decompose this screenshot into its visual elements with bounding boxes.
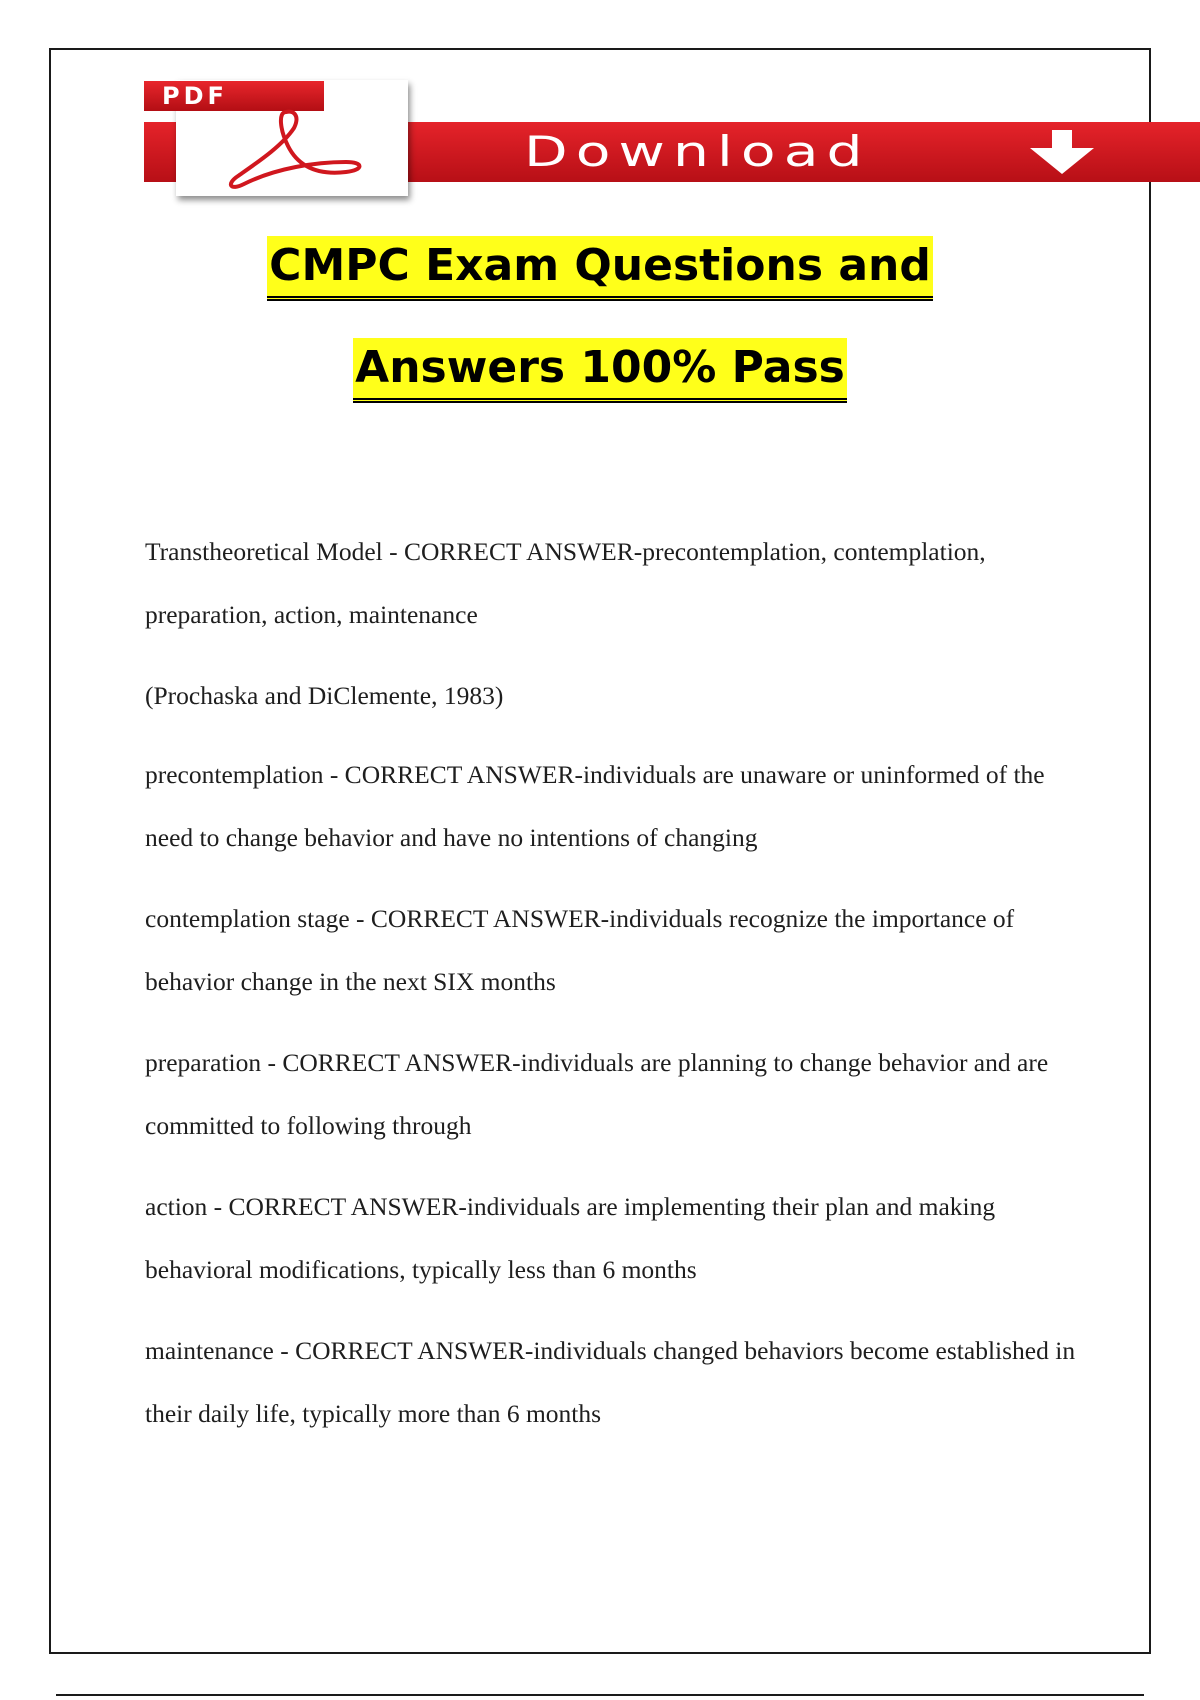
qa-entry-contemplation-stage: contemplation stage - CORRECT ANSWER-individuals recognize the importance of behavior change in the next SIX months bbox=[145, 904, 1015, 996]
document-title-line-2 bbox=[0, 338, 1200, 403]
title-text-line-1: CMPC Exam Questions and bbox=[267, 236, 933, 301]
acrobat-pdf-icon bbox=[196, 106, 386, 192]
document-title-line-1 bbox=[0, 236, 1200, 301]
qa-entry-maintenance: maintenance - CORRECT ANSWER-individuals changed behaviors become established in their daily life, typically more than 6 months bbox=[145, 1336, 1076, 1428]
down-arrow-icon[interactable] bbox=[1024, 128, 1100, 176]
qa-entry-preparation: preparation - CORRECT ANSWER-individuals are planning to change behavior and are committed to following through bbox=[145, 1048, 1049, 1140]
qa-entry-action: action - CORRECT ANSWER-individuals are implementing their plan and making behavioral modifications, typically less than 6 months bbox=[145, 1192, 996, 1284]
qa-entry-precontemplation: precontemplation - CORRECT ANSWER-individuals are unaware or uninformed of the need to change behavior and have no intentions of changing bbox=[145, 760, 1045, 852]
download-label[interactable]: Download bbox=[524, 127, 871, 176]
page-bottom-rule bbox=[56, 1694, 1144, 1696]
qa-entry-citation: (Prochaska and DiClemente, 1983) bbox=[145, 681, 504, 710]
pdf-download-banner[interactable] bbox=[144, 76, 1200, 196]
qa-list bbox=[145, 520, 1085, 1463]
pdf-badge: PDF bbox=[144, 81, 324, 111]
qa-entry-transtheoretical-model: Transtheoretical Model - CORRECT ANSWER-precontemplation, contemplation, preparation, action, maintenance bbox=[145, 537, 986, 629]
title-text-line-2: Answers 100% Pass bbox=[353, 338, 847, 403]
